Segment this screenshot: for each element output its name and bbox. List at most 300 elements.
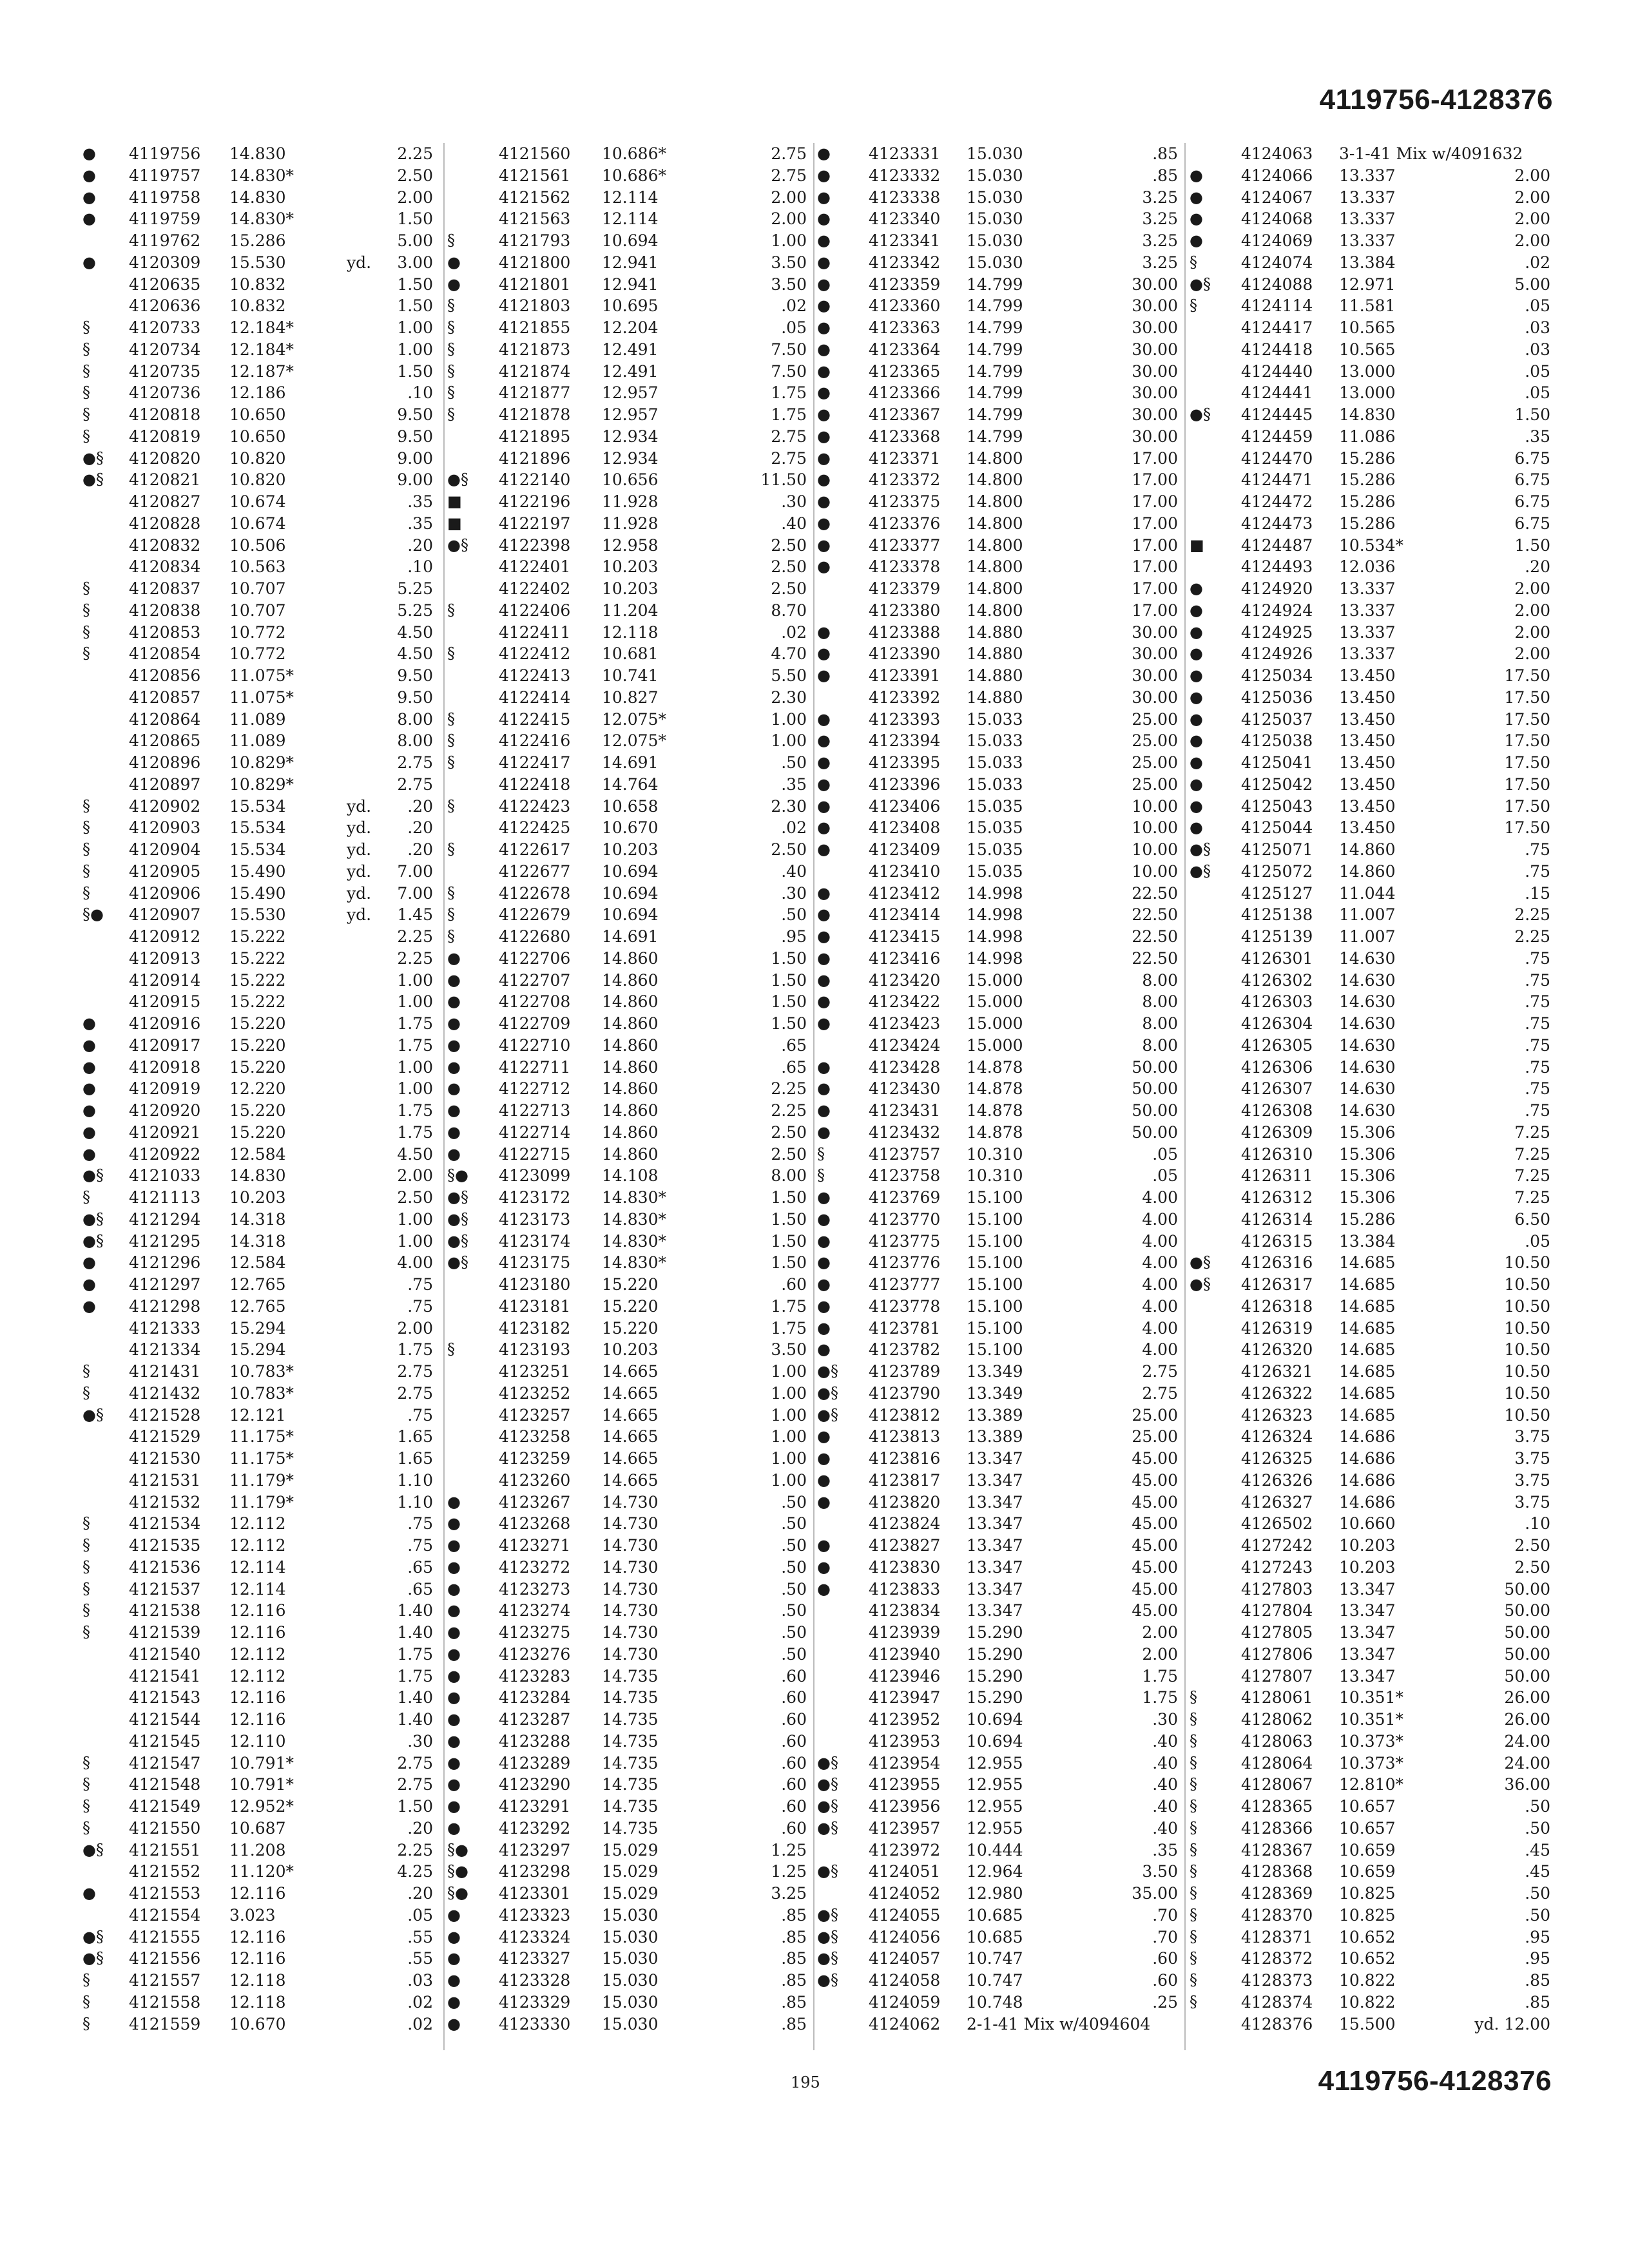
row-value: 26.00: [1504, 1710, 1550, 1729]
row-number: 4121560: [499, 144, 571, 163]
table-row: [1190, 665, 1563, 687]
table-row: [447, 1057, 820, 1079]
row-value: .85: [1152, 166, 1178, 185]
row-marker: ●: [447, 1949, 461, 1968]
row-number: 4123284: [499, 1688, 571, 1707]
row-marker: ●: [817, 535, 831, 554]
row-value: 1.75: [771, 383, 807, 403]
row-value: .85: [1525, 1971, 1550, 1990]
table-row: [1190, 1100, 1563, 1122]
row-value: .60: [781, 1775, 807, 1794]
row-number: 4121873: [499, 340, 571, 359]
row-value: 2.25: [771, 1079, 807, 1099]
row-value: 3.25: [1142, 187, 1178, 207]
row-number: 4123366: [869, 383, 941, 403]
row-number: 4123297: [499, 1840, 571, 1860]
row-spec: 12.114: [229, 1557, 286, 1577]
row-marker: §: [1190, 1992, 1197, 2011]
table-row: [1190, 1622, 1563, 1644]
row-unit: yd.: [347, 253, 372, 272]
table-row: [447, 948, 820, 970]
row-spec: 13.349: [967, 1383, 1023, 1403]
table-row: [817, 1535, 1191, 1557]
row-spec: 13.347: [1339, 1579, 1396, 1599]
row-marker: ●§: [817, 1775, 838, 1794]
row-spec: 11.089: [229, 731, 286, 751]
table-row: [82, 1252, 446, 1274]
row-value: .55: [407, 1927, 433, 1946]
row-number: 4126326: [1241, 1470, 1313, 1490]
row-value: 2.75: [397, 774, 433, 794]
table-row: [82, 861, 446, 883]
row-number: 4123332: [869, 166, 941, 185]
table-row: [817, 1361, 1191, 1383]
table-row: [817, 578, 1191, 600]
table-row: [817, 1883, 1191, 1905]
table-row: [1190, 208, 1563, 230]
row-number: 4122423: [499, 796, 571, 816]
table-row: [1190, 1122, 1563, 1144]
row-spec: 14.685: [1339, 1318, 1396, 1338]
row-spec: 14.630: [1339, 1057, 1396, 1077]
row-value: 25.00: [1132, 709, 1178, 729]
row-spec: 10.694: [602, 861, 659, 881]
row-number: 4123257: [499, 1405, 571, 1425]
row-spec: 10.565: [1339, 340, 1396, 359]
row-number: 4125044: [1241, 818, 1313, 838]
row-value: 1.75: [397, 1666, 433, 1686]
row-value: 5.25: [397, 601, 433, 620]
row-value: 17.50: [1504, 774, 1550, 794]
row-number: 4123939: [869, 1623, 941, 1642]
row-spec: 12.980: [967, 1884, 1023, 1903]
table-row: [447, 665, 820, 687]
row-value: 2.75: [397, 1775, 433, 1794]
row-spec: 14.830*: [229, 209, 294, 229]
row-value: 22.50: [1132, 883, 1178, 903]
row-number: 4123812: [869, 1405, 941, 1425]
row-value: 17.50: [1504, 666, 1550, 685]
row-value: .03: [1525, 340, 1550, 359]
row-spec: 14.685: [1339, 1296, 1396, 1316]
table-row: [817, 295, 1191, 317]
table-row: [817, 600, 1191, 622]
row-number: 4120832: [129, 535, 201, 555]
row-value: 1.75: [397, 1340, 433, 1360]
table-row: [82, 1448, 446, 1470]
row-number: 4123379: [869, 579, 941, 598]
row-marker: §: [1190, 253, 1197, 271]
row-number: 4123423: [869, 1014, 941, 1033]
row-marker: §●: [447, 1884, 468, 1902]
row-spec: 15.534: [229, 796, 286, 816]
row-value: 5.00: [397, 231, 433, 250]
table-row: [1190, 752, 1563, 774]
row-value: .65: [781, 1057, 807, 1077]
row-value: 2.50: [771, 1144, 807, 1164]
row-marker: ●: [1190, 796, 1203, 815]
row-spec: 3.023: [229, 1905, 276, 1925]
table-row: [447, 1600, 820, 1622]
row-value: 3.75: [1514, 1470, 1550, 1490]
row-spec: 14.830: [229, 144, 286, 163]
row-number: 4123758: [869, 1166, 941, 1186]
row-number: 4119756: [129, 144, 201, 163]
row-marker: ●: [817, 1057, 831, 1076]
row-spec: 15.220: [602, 1318, 659, 1338]
row-spec: 10.687: [229, 1818, 286, 1838]
row-spec: 13.337: [1339, 209, 1396, 229]
row-number: 4123327: [499, 1949, 571, 1968]
table-row: [817, 1296, 1191, 1318]
row-number: 4124069: [1241, 231, 1313, 250]
row-value: 6.75: [1514, 448, 1550, 468]
row-number: 4124926: [1241, 644, 1313, 664]
row-value: 2.00: [1514, 231, 1550, 250]
row-marker: §: [82, 1188, 90, 1206]
row-spec: 15.530: [229, 905, 286, 925]
row-spec: 14.860: [602, 1101, 659, 1120]
row-spec: 14.686: [1339, 1449, 1396, 1468]
row-number: 4123770: [869, 1209, 941, 1229]
row-spec: 14.735: [602, 1688, 659, 1707]
table-row: [82, 970, 446, 992]
row-value: 3.25: [1142, 231, 1178, 250]
row-value: 50.00: [1132, 1122, 1178, 1142]
row-value: 1.00: [771, 731, 807, 751]
table-row: [447, 1513, 820, 1535]
row-value: 2.00: [1514, 209, 1550, 229]
row-value: 10.50: [1504, 1340, 1550, 1360]
row-number: 4124459: [1241, 427, 1313, 446]
row-number: 4123431: [869, 1101, 941, 1120]
row-value: 2.50: [771, 840, 807, 859]
table-row: [817, 382, 1191, 404]
row-number: 4122413: [499, 666, 571, 685]
row-number: 4128376: [1241, 2014, 1313, 2033]
row-spec: 10.563: [229, 557, 286, 577]
table-row: [447, 904, 820, 926]
table-row: [447, 1492, 820, 1514]
table-row: [817, 469, 1191, 491]
table-row: [447, 752, 820, 774]
row-number: 4120913: [129, 948, 201, 968]
table-row: [817, 643, 1191, 665]
page-range-footer: 4119756-4128376: [1318, 2065, 1552, 2097]
row-value: 1.50: [397, 1797, 433, 1816]
row-spec: 15.033: [967, 709, 1023, 729]
table-row: [1190, 578, 1563, 600]
row-marker: ●: [817, 405, 831, 423]
row-spec: 13.450: [1339, 774, 1396, 794]
row-number: 4123972: [869, 1840, 941, 1860]
row-spec: 10.825: [1339, 1905, 1396, 1925]
table-row: [82, 1948, 446, 1970]
row-spec: 10.203: [229, 1188, 286, 1207]
table-row: [447, 1470, 820, 1492]
row-spec: 14.318: [229, 1231, 286, 1251]
row-number: 4123287: [499, 1710, 571, 1729]
row-spec: 14.878: [967, 1057, 1023, 1077]
row-number: 4125139: [1241, 927, 1313, 946]
row-value: 3.50: [771, 274, 807, 294]
row-marker: §: [82, 861, 90, 880]
row-spec: 13.337: [1339, 166, 1396, 185]
row-marker: ●: [447, 1992, 461, 2011]
row-value: 2.00: [1514, 644, 1550, 664]
row-number: 4126309: [1241, 1122, 1313, 1142]
row-value: 1.00: [397, 340, 433, 359]
row-spec: 14.830*: [602, 1209, 666, 1229]
row-unit: yd.: [347, 883, 372, 903]
row-unit: yd.: [347, 905, 372, 925]
row-number: 4121895: [499, 427, 571, 446]
table-row: [1190, 1426, 1563, 1448]
table-row: [82, 1144, 446, 1166]
table-row: [817, 1622, 1191, 1644]
row-spec: 14.860: [602, 1079, 659, 1099]
row-spec: 10.670: [229, 2014, 286, 2033]
row-value: .75: [1525, 1014, 1550, 1033]
row-spec: 15.286: [1339, 514, 1396, 533]
row-spec: 2-1-41 Mix w/4094604: [967, 2014, 1151, 2033]
row-number: 4123830: [869, 1557, 941, 1577]
row-marker: §: [82, 1362, 90, 1380]
row-marker: §: [817, 1166, 825, 1185]
table-row: [1190, 991, 1563, 1013]
row-marker: §: [1190, 1753, 1197, 1772]
row-marker: ●: [447, 1797, 461, 1815]
row-marker: ●: [817, 470, 831, 489]
row-marker: ●: [817, 666, 831, 684]
table-row: [817, 1970, 1191, 1992]
row-number: 4121877: [499, 383, 571, 403]
row-value: 1.50: [771, 948, 807, 968]
table-row: [817, 665, 1191, 687]
row-number: 4128369: [1241, 1884, 1313, 1903]
row-value: 4.00: [1142, 1231, 1178, 1251]
table-row: [82, 1992, 446, 2013]
row-number: 4120856: [129, 666, 201, 685]
row-spec: 15.033: [967, 731, 1023, 751]
row-number: 4124066: [1241, 166, 1313, 185]
row-number: 4123324: [499, 1927, 571, 1946]
row-value: 1.00: [397, 1057, 433, 1077]
row-spec: 10.652: [1339, 1949, 1396, 1968]
row-marker: §: [1190, 1884, 1197, 1902]
row-value: 30.00: [1132, 318, 1178, 337]
row-number: 4123377: [869, 535, 941, 555]
table-row: [1190, 1274, 1563, 1296]
table-row: [82, 1035, 446, 1057]
row-number: 4120827: [129, 492, 201, 511]
row-marker: ■: [447, 492, 462, 510]
table-row: [82, 1013, 446, 1035]
row-marker: ●§: [817, 1971, 838, 1989]
row-number: 4127804: [1241, 1601, 1313, 1620]
table-row: [1190, 1448, 1563, 1470]
table-row: [447, 1252, 820, 1274]
row-number: 4123258: [499, 1427, 571, 1446]
row-value: 1.75: [771, 1318, 807, 1338]
row-number: 4122412: [499, 644, 571, 664]
row-marker: ●: [82, 1144, 96, 1163]
row-marker: §: [82, 340, 90, 358]
row-spec: 15.222: [229, 992, 286, 1012]
table-row: [817, 1035, 1191, 1057]
row-spec: 14.830*: [602, 1188, 666, 1207]
table-row: [1190, 1666, 1563, 1687]
row-spec: 13.337: [1339, 622, 1396, 642]
row-value: 10.50: [1504, 1296, 1550, 1316]
table-row: [447, 426, 820, 448]
row-marker: ●: [817, 840, 831, 858]
row-number: 4120902: [129, 796, 201, 816]
row-unit: yd.: [347, 861, 372, 881]
table-row: [1190, 643, 1563, 665]
row-number: 4121563: [499, 209, 571, 229]
row-value: 1.00: [397, 318, 433, 337]
row-spec: 3-1-41 Mix w/4091632: [1339, 144, 1523, 163]
row-number: 4120905: [129, 861, 201, 881]
row-spec: 15.000: [967, 970, 1023, 990]
table-row: [1190, 252, 1563, 274]
table-row: [82, 1361, 446, 1383]
row-number: 4122712: [499, 1079, 571, 1099]
row-spec: 14.108: [602, 1166, 659, 1186]
table-row: [447, 404, 820, 426]
table-row: [817, 1666, 1191, 1687]
row-marker: ●§: [447, 1231, 468, 1250]
row-value: .10: [407, 383, 433, 403]
row-marker: §: [82, 1753, 90, 1772]
table-row: [1190, 687, 1563, 709]
table-row: [82, 513, 446, 535]
table-row: [817, 1557, 1191, 1579]
row-spec: 14.860: [602, 1014, 659, 1033]
row-value: 2.50: [397, 166, 433, 185]
table-row: [1190, 535, 1563, 557]
row-value: 17.00: [1132, 492, 1178, 511]
table-row: [82, 491, 446, 513]
row-marker: ●: [447, 1492, 461, 1511]
row-spec: 11.175*: [229, 1449, 294, 1468]
row-spec: 12.584: [229, 1253, 286, 1273]
row-value: 2.00: [771, 209, 807, 229]
row-marker: ●: [447, 1731, 461, 1750]
table-row: [447, 1448, 820, 1470]
row-spec: 10.748: [967, 1992, 1023, 2012]
row-spec: 14.665: [602, 1383, 659, 1403]
table-row: [817, 1753, 1191, 1774]
table-row: [817, 1165, 1191, 1187]
row-marker: ●: [817, 427, 831, 445]
row-marker: §: [447, 905, 455, 924]
row-spec: 14.830: [1339, 405, 1396, 424]
row-number: 4122425: [499, 818, 571, 838]
row-value: 17.50: [1504, 709, 1550, 729]
row-number: 4126322: [1241, 1383, 1313, 1403]
row-number: 4123428: [869, 1057, 941, 1077]
row-marker: ●: [1190, 601, 1203, 619]
row-spec: 15.222: [229, 970, 286, 990]
row-marker: §: [82, 361, 90, 380]
row-value: .05: [1525, 1231, 1550, 1251]
row-value: 5.50: [771, 666, 807, 685]
table-row: [1190, 513, 1563, 535]
row-number: 4121800: [499, 253, 571, 272]
row-value: 1.00: [397, 1231, 433, 1251]
row-spec: 10.686*: [602, 166, 666, 185]
row-value: 10.50: [1504, 1318, 1550, 1338]
table-row: [82, 1796, 446, 1818]
row-number: 4124925: [1241, 622, 1313, 642]
table-row: [1190, 1057, 1563, 1079]
table-row: [447, 252, 820, 274]
table-row: [447, 1535, 820, 1557]
table-row: [817, 1209, 1191, 1231]
row-number: 4123290: [499, 1775, 571, 1794]
row-marker: ●§: [447, 1209, 468, 1228]
row-marker: ●: [817, 166, 831, 184]
row-marker: §: [82, 2014, 90, 2033]
table-row: [447, 1405, 820, 1427]
row-marker: §: [82, 1514, 90, 1533]
row-number: 4121554: [129, 1905, 201, 1925]
row-unit: yd.: [347, 818, 372, 838]
row-marker: ●: [82, 1035, 96, 1054]
table-row: [447, 361, 820, 383]
row-spec: 10.741: [602, 666, 659, 685]
table-row: [82, 578, 446, 600]
table-row: [447, 339, 820, 361]
row-marker: §: [82, 818, 90, 837]
row-value: 4.00: [1142, 1253, 1178, 1273]
row-value: 8.70: [771, 601, 807, 620]
row-value: .50: [781, 905, 807, 925]
table-row: [82, 1861, 446, 1883]
row-value: 30.00: [1132, 383, 1178, 403]
row-marker: ●: [447, 970, 461, 989]
row-spec: 14.800: [967, 579, 1023, 598]
row-value: 1.00: [771, 1383, 807, 1403]
table-row: [447, 1144, 820, 1166]
table-row: [1190, 491, 1563, 513]
row-marker: ●: [817, 1275, 831, 1293]
table-row: [447, 1927, 820, 1948]
row-marker: ●§: [817, 1862, 838, 1881]
row-number: 4121550: [129, 1818, 201, 1838]
table-row: [82, 600, 446, 622]
row-value: 2.30: [771, 796, 807, 816]
table-row: [447, 1231, 820, 1253]
row-marker: ●§: [1190, 274, 1211, 293]
row-marker: ●: [817, 927, 831, 945]
row-value: 1.40: [397, 1601, 433, 1620]
row-value: .15: [1525, 883, 1550, 903]
table-row: [82, 774, 446, 796]
row-value: 9.50: [397, 687, 433, 707]
table-row: [82, 904, 446, 926]
row-spec: 11.179*: [229, 1470, 294, 1490]
row-marker: ●: [817, 1536, 831, 1554]
row-number: 4119758: [129, 187, 201, 207]
table-row: [82, 448, 446, 470]
row-value: 30.00: [1132, 361, 1178, 381]
row-marker: ●: [82, 166, 96, 184]
row-value: 1.00: [771, 1449, 807, 1468]
row-spec: 15.100: [967, 1253, 1023, 1273]
